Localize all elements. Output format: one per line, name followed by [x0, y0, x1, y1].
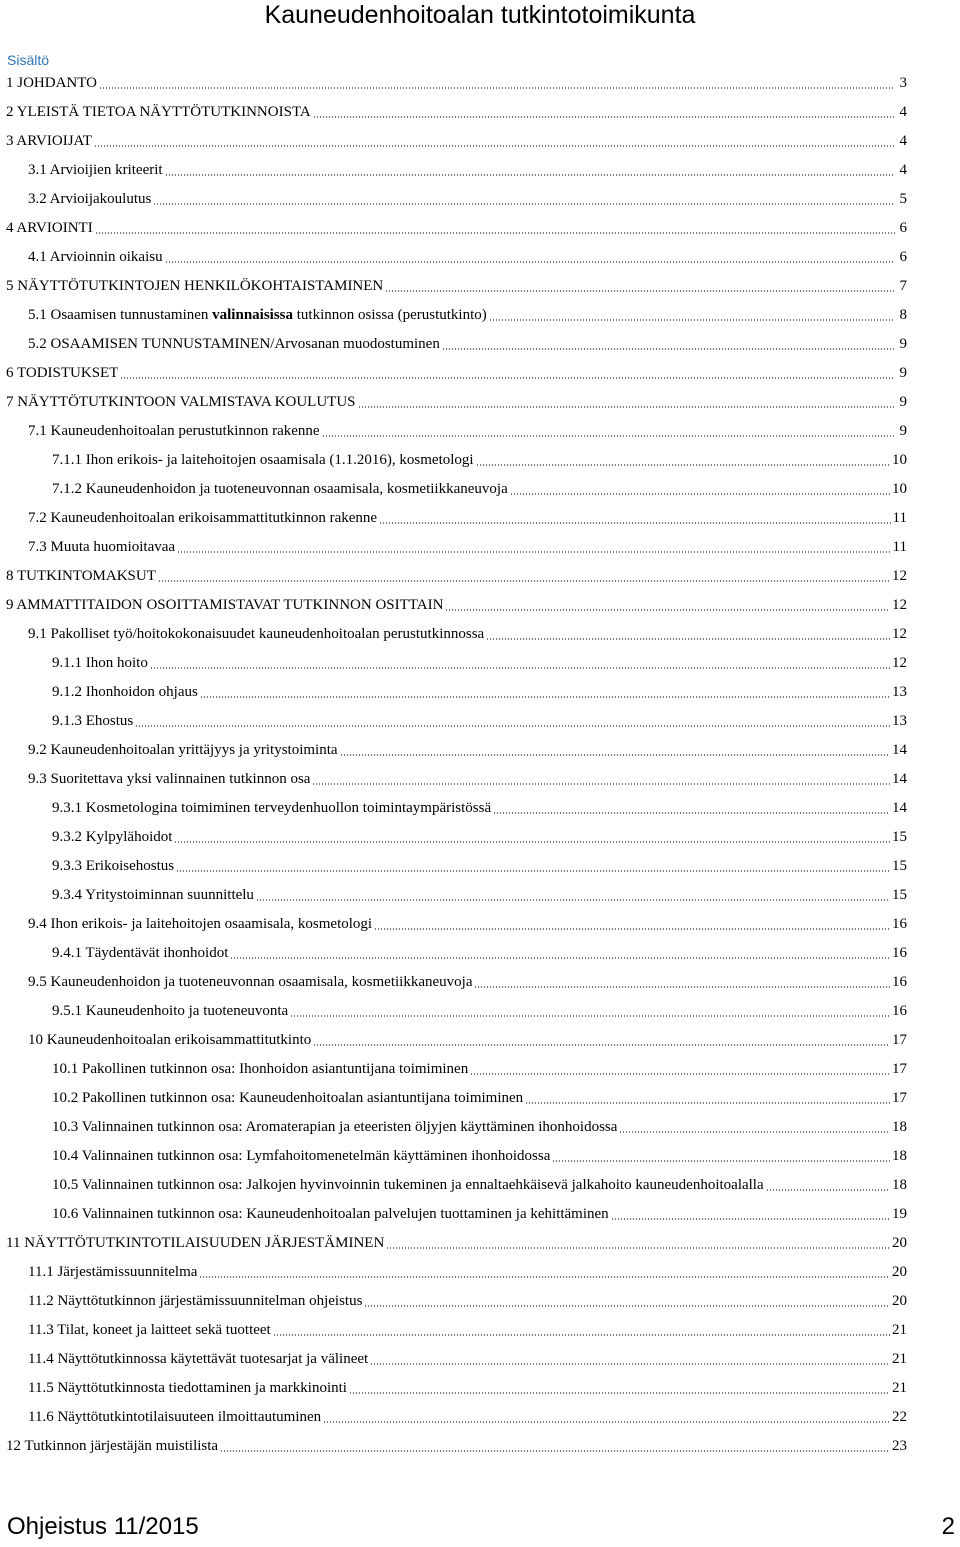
- toc-dot-leader: [470, 1073, 890, 1075]
- toc-heading: Sisältö: [7, 52, 50, 68]
- toc-entry-page: 17: [892, 1032, 907, 1048]
- toc-entry[interactable]: [0, 301, 960, 330]
- toc-dot-leader: [290, 1015, 890, 1017]
- toc-dot-leader: [374, 928, 890, 930]
- toc-entry-page: 10: [892, 452, 907, 468]
- toc-dot-leader: [177, 551, 890, 553]
- toc-entry-page: 15: [892, 829, 907, 845]
- toc-entry[interactable]: [0, 1142, 960, 1171]
- toc-dot-leader: [220, 1450, 890, 1452]
- toc-dot-leader: [165, 174, 895, 176]
- toc-entry-page: 12: [892, 626, 907, 642]
- toc-entry-label: 7.2 Kauneudenhoitoalan erikoisammattitutkinnon rakenne: [28, 510, 378, 526]
- toc-entry-label: 9.5 Kauneudenhoidon ja tuoteneuvonnan osaamisala, kosmetiikkaneuvoja: [28, 974, 473, 990]
- toc-entry-label: 9.3 Suoritettava yksi valinnainen tutkinnon osa: [28, 771, 311, 787]
- toc-entry-page: 20: [892, 1264, 907, 1280]
- toc-entry-page: 11: [892, 510, 907, 526]
- toc-entry[interactable]: [0, 1026, 960, 1055]
- toc-dot-leader: [476, 464, 890, 466]
- toc-entry[interactable]: [0, 1055, 960, 1084]
- toc-dot-leader: [312, 783, 890, 785]
- toc-dot-leader: [322, 435, 895, 437]
- toc-entry-label: 9.4 Ihon erikois- ja laitehoitojen osaamisala, kosmetologi: [28, 916, 373, 932]
- toc-entry-label-part: 5.1 Osaamisen tunnustaminen: [28, 307, 213, 323]
- toc-entry-label: 11.5 Näyttötutkinnosta tiedottaminen ja markkinointi: [28, 1380, 347, 1396]
- toc-dot-leader: [379, 522, 890, 524]
- toc-dot-leader: [158, 580, 890, 582]
- toc-entry-label: 9.3.3 Erikoisehostus: [52, 858, 175, 874]
- toc-entry-label: 3.2 Arvioijakoulutus: [28, 191, 152, 207]
- toc-dot-leader: [174, 841, 890, 843]
- toc-entry[interactable]: [0, 1432, 960, 1461]
- toc-dot-leader: [445, 609, 890, 611]
- toc-entry-label: 12 Tutkinnon järjestäjän muistilista: [6, 1438, 219, 1454]
- footer-document-info: Ohjeistus 11/2015: [7, 1513, 199, 1540]
- toc-entry-page: 9: [899, 336, 907, 352]
- toc-entry-page: 7: [899, 278, 907, 294]
- toc-entry-label: 9.1.1 Ihon hoito: [52, 655, 148, 671]
- toc-entry[interactable]: [0, 214, 960, 243]
- toc-dot-leader: [364, 1305, 890, 1307]
- toc-entry[interactable]: [0, 910, 960, 939]
- toc-entry-page: 9: [899, 365, 907, 381]
- toc-entry-label: 9.5.1 Kauneudenhoito ja tuoteneuvonta: [52, 1003, 289, 1019]
- toc-dot-leader: [176, 870, 890, 872]
- toc-entry[interactable]: [0, 997, 960, 1026]
- toc-entry-page: 20: [892, 1293, 907, 1309]
- toc-entry[interactable]: [0, 417, 960, 446]
- toc-dot-leader: [619, 1131, 890, 1133]
- toc-dot-leader: [313, 1044, 890, 1046]
- toc-entry[interactable]: [0, 939, 960, 968]
- toc-dot-leader: [135, 725, 890, 727]
- toc-entry-page: 4: [899, 133, 907, 149]
- toc-entry[interactable]: [0, 591, 960, 620]
- toc-dot-leader: [370, 1363, 890, 1365]
- toc-entry-page: 6: [899, 220, 907, 236]
- toc-entry-page: 9: [899, 394, 907, 410]
- toc-entry-page: 10: [892, 481, 907, 497]
- toc-entry-label: 7.1.1 Ihon erikois- ja laitehoitojen osaamisala (1.1.2016), kosmetologi: [52, 452, 474, 468]
- toc-entry-page: 14: [892, 742, 907, 758]
- toc-dot-leader: [200, 696, 890, 698]
- toc-entry[interactable]: [0, 504, 960, 533]
- toc-entry[interactable]: [0, 243, 960, 272]
- toc-entry[interactable]: [0, 852, 960, 881]
- toc-entry-label: 11.3 Tilat, koneet ja laitteet sekä tuotteet: [28, 1322, 271, 1338]
- toc-entry-label: 10.3 Valinnainen tutkinnon osa: Aromaterapian ja eteeristen öljyjen käyttäminen ihonhoidossa: [52, 1119, 618, 1135]
- toc-entry[interactable]: [0, 1229, 960, 1258]
- toc-entry[interactable]: [0, 1316, 960, 1345]
- toc-entry[interactable]: [0, 823, 960, 852]
- toc-entry-label: 4.1 Arvioinnin oikaisu: [28, 249, 163, 265]
- toc-dot-leader: [99, 87, 895, 89]
- toc-entry-label: 10 Kauneudenhoitoalan erikoisammattitutkinto: [28, 1032, 312, 1048]
- toc-entry[interactable]: [0, 69, 960, 98]
- toc-entry-label: 10.5 Valinnainen tutkinnon osa: Jalkojen hyvinvoinnin tukeminen ja ennaltaehkäisevä jalkahoito kauneudenhoitoalalla: [52, 1177, 764, 1193]
- toc-entry-label: 10.1 Pakollinen tutkinnon osa: Ihonhoidon asiantuntijana toimiminen: [52, 1061, 469, 1077]
- toc-dot-leader: [340, 754, 890, 756]
- toc-entry-page: 16: [892, 974, 907, 990]
- toc-entry-page: 11: [892, 539, 907, 555]
- toc-entry-label: 11.6 Näyttötutkintotilaisuuteen ilmoittautuminen: [28, 1409, 322, 1425]
- toc-entry-page: 22: [892, 1409, 907, 1425]
- toc-dot-leader: [442, 348, 895, 350]
- toc-entry[interactable]: [0, 533, 960, 562]
- toc-entry-label: 11.2 Näyttötutkinnon järjestämissuunnitelman ohjeistus: [28, 1293, 363, 1309]
- toc-entry[interactable]: [0, 359, 960, 388]
- toc-dot-leader: [94, 145, 895, 147]
- toc-entry[interactable]: [0, 794, 960, 823]
- toc-dot-leader: [349, 1392, 890, 1394]
- toc-entry-label: 10.4 Valinnainen tutkinnon osa: Lymfahoitomenetelmän käyttäminen ihonhoidossa: [52, 1148, 551, 1164]
- toc-dot-leader: [386, 1247, 890, 1249]
- toc-entry-page: 12: [892, 597, 907, 613]
- toc-entry[interactable]: [0, 765, 960, 794]
- toc-entry-label: 10.2 Pakollinen tutkinnon osa: Kauneudenhoitoalan asiantuntijana toimiminen: [52, 1090, 524, 1106]
- toc-entry-page: 5: [899, 191, 907, 207]
- toc-dot-leader: [385, 290, 895, 292]
- toc-entry-page: 18: [892, 1119, 907, 1135]
- toc-entry[interactable]: [0, 1258, 960, 1287]
- toc-entry-page: 21: [892, 1351, 907, 1367]
- toc-entry-label: 10.6 Valinnainen tutkinnon osa: Kauneudenhoitoalan palvelujen tuottaminen ja kehittäminen: [52, 1206, 609, 1222]
- toc-dot-leader: [95, 232, 895, 234]
- toc-entry-label: 9.2 Kauneudenhoitoalan yrittäjyys ja yritystoiminta: [28, 742, 338, 758]
- toc-entry[interactable]: [0, 475, 960, 504]
- toc-entry[interactable]: [0, 707, 960, 736]
- toc-entry[interactable]: [0, 272, 960, 301]
- toc-entry[interactable]: [0, 968, 960, 997]
- toc-dot-leader: [486, 638, 890, 640]
- toc-entry-page: 21: [892, 1380, 907, 1396]
- toc-entry-label: 11.1 Järjestämissuunnitelma: [28, 1264, 198, 1280]
- toc-entry-label: 2 YLEISTÄ TIETOA NÄYTTÖTUTKINNOISTA: [6, 104, 311, 120]
- toc-entry[interactable]: [0, 1345, 960, 1374]
- toc-entry-label: 7.1.2 Kauneudenhoidon ja tuoteneuvonnan osaamisala, kosmetiikkaneuvoja: [52, 481, 508, 497]
- toc-entry[interactable]: [0, 1200, 960, 1229]
- toc-entry-label: 9.3.2 Kylpylähoidot: [52, 829, 173, 845]
- toc-dot-leader: [525, 1102, 890, 1104]
- toc-dot-leader: [150, 667, 890, 669]
- toc-entry-label: 11.4 Näyttötutkinnossa käytettävät tuotesarjat ja välineet: [28, 1351, 369, 1367]
- toc-dot-leader: [153, 203, 895, 205]
- toc-dot-leader: [323, 1421, 890, 1423]
- toc-entry-label: 7 NÄYTTÖTUTKINTOON VALMISTAVA KOULUTUS: [6, 394, 356, 410]
- toc-entry-label-emphasis: valinnaisissa: [212, 307, 294, 323]
- toc-entry-label: 5 NÄYTTÖTUTKINTOJEN HENKILÖKOHTAISTAMINEN: [6, 278, 384, 294]
- toc-entry[interactable]: [0, 620, 960, 649]
- toc-entry-label: 9.1 Pakolliset työ/hoitokokonaisuudet kauneudenhoitoalan perustutkinnossa: [28, 626, 485, 642]
- toc-dot-leader: [766, 1189, 890, 1191]
- toc-entry-page: 12: [892, 568, 907, 584]
- toc-entry[interactable]: [0, 98, 960, 127]
- toc-entry-label: 9.1.2 Ihonhoidon ohjaus: [52, 684, 198, 700]
- toc-entry-label-part: tutkinnon osissa (perustutkinto): [293, 307, 487, 323]
- toc-entry-page: 18: [892, 1148, 907, 1164]
- toc-entry-page: 18: [892, 1177, 907, 1193]
- toc-entry-page: 21: [892, 1322, 907, 1338]
- toc-entry-page: 4: [899, 162, 907, 178]
- toc-entry-page: 15: [892, 858, 907, 874]
- toc-entry[interactable]: [0, 881, 960, 910]
- toc-dot-leader: [358, 406, 895, 408]
- toc-entry-label: 8 TUTKINTOMAKSUT: [6, 568, 156, 584]
- toc-entry-label: 3 ARVIOIJAT: [6, 133, 92, 149]
- toc-dot-leader: [120, 377, 895, 379]
- toc-entry[interactable]: [0, 127, 960, 156]
- toc-entry[interactable]: [0, 678, 960, 707]
- toc-entry-page: 14: [892, 771, 907, 787]
- toc-entry-label: 7.1 Kauneudenhoitoalan perustutkinnon rakenne: [28, 423, 320, 439]
- document-title: Kauneudenhoitoalan tutkintotoimikunta: [264, 1, 696, 29]
- toc-dot-leader: [230, 957, 890, 959]
- table-of-contents: [0, 69, 960, 1461]
- toc-entry[interactable]: [0, 156, 960, 185]
- toc-entry-page: 6: [899, 249, 907, 265]
- toc-entry-page: 4: [899, 104, 907, 120]
- toc-dot-leader: [273, 1334, 890, 1336]
- toc-entry[interactable]: [0, 1171, 960, 1200]
- toc-entry-page: 17: [892, 1090, 907, 1106]
- toc-entry-page: 3: [899, 75, 907, 91]
- toc-entry[interactable]: [0, 736, 960, 765]
- toc-entry-page: 20: [892, 1235, 907, 1251]
- toc-entry-page: 15: [892, 887, 907, 903]
- toc-entry-label: 9.3.1 Kosmetologina toimiminen terveydenhuollon toimintaympäristössä: [52, 800, 492, 816]
- toc-entry-label: 9.4.1 Täydentävät ihonhoidot: [52, 945, 229, 961]
- toc-dot-leader: [199, 1276, 890, 1278]
- toc-dot-leader: [611, 1218, 890, 1220]
- toc-dot-leader: [313, 116, 895, 118]
- toc-entry-page: 13: [892, 713, 907, 729]
- toc-dot-leader: [552, 1160, 890, 1162]
- toc-entry[interactable]: [0, 446, 960, 475]
- toc-entry-page: 12: [892, 655, 907, 671]
- toc-entry-page: 23: [892, 1438, 907, 1454]
- toc-entry[interactable]: [0, 1374, 960, 1403]
- toc-entry[interactable]: [0, 388, 960, 417]
- toc-entry[interactable]: [0, 1113, 960, 1142]
- toc-entry-page: 13: [892, 684, 907, 700]
- toc-entry-page: 19: [892, 1206, 907, 1222]
- footer-page-number: 2: [941, 1513, 955, 1540]
- toc-entry-label: 7.3 Muuta huomioitavaa: [28, 539, 176, 555]
- toc-dot-leader: [489, 319, 895, 321]
- toc-entry-label: 9.3.4 Yritystoiminnan suunnittelu: [52, 887, 254, 903]
- toc-entry-page: 16: [892, 916, 907, 932]
- toc-entry[interactable]: [0, 1287, 960, 1316]
- toc-dot-leader: [474, 986, 890, 988]
- toc-entry[interactable]: [0, 1084, 960, 1113]
- toc-entry-label: 3.1 Arvioijien kriteerit: [28, 162, 163, 178]
- toc-entry-label: 4 ARVIOINTI: [6, 220, 93, 236]
- toc-dot-leader: [165, 261, 895, 263]
- toc-entry-page: 8: [899, 307, 907, 323]
- toc-entry-page: 16: [892, 945, 907, 961]
- toc-entry[interactable]: [0, 1403, 960, 1432]
- toc-dot-leader: [493, 812, 890, 814]
- toc-entry-label: 9 AMMATTITAIDON OSOITTAMISTAVAT TUTKINNON OSITTAIN: [6, 597, 444, 613]
- toc-entry-label: [28, 307, 487, 324]
- toc-dot-leader: [510, 493, 890, 495]
- toc-entry-page: 14: [892, 800, 907, 816]
- toc-dot-leader: [256, 899, 890, 901]
- toc-entry-label: 5.2 OSAAMISEN TUNNUSTAMINEN/Arvosanan muodostuminen: [28, 336, 440, 352]
- toc-entry-label: 9.1.3 Ehostus: [52, 713, 134, 729]
- toc-entry[interactable]: [0, 562, 960, 591]
- toc-entry-label: 1 JOHDANTO: [6, 75, 97, 91]
- toc-entry-page: 16: [892, 1003, 907, 1019]
- toc-entry-page: 9: [899, 423, 907, 439]
- toc-entry-label: 6 TODISTUKSET: [6, 365, 119, 381]
- toc-entry[interactable]: [0, 330, 960, 359]
- toc-entry-label: 11 NÄYTTÖTUTKINTOTILAISUUDEN JÄRJESTÄMINEN: [6, 1235, 385, 1251]
- toc-entry[interactable]: [0, 649, 960, 678]
- toc-entry-page: 17: [892, 1061, 907, 1077]
- toc-entry[interactable]: [0, 185, 960, 214]
